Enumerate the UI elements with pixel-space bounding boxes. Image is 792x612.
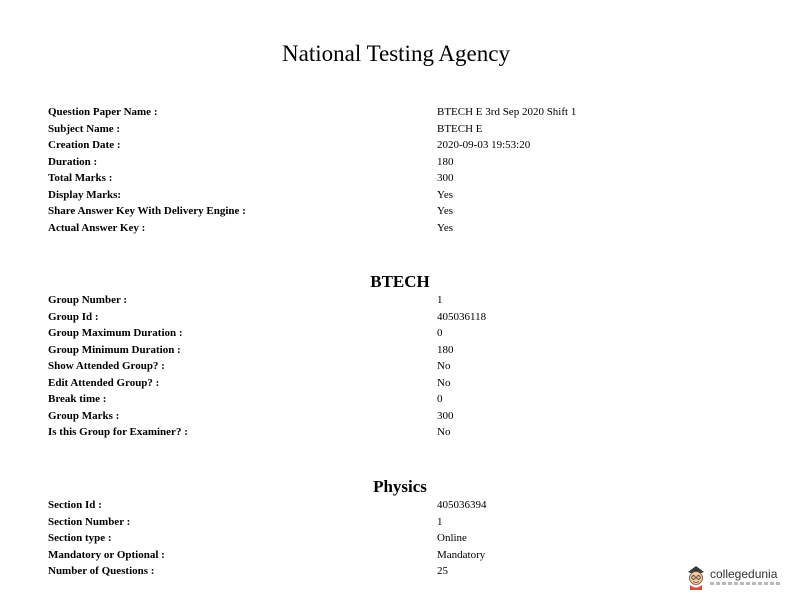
field-value: 0 [437, 393, 443, 405]
field-label: Section Number : [48, 515, 131, 528]
field-label: Section type : [48, 532, 112, 544]
field-value: Yes [437, 188, 454, 201]
field-label: Is this Group for Examiner? : [48, 426, 188, 438]
field-value: BTECH E [437, 122, 483, 135]
field-label: Question Paper Name : [48, 106, 158, 118]
section-info-row [48, 563, 748, 580]
field-label: Group Number : [48, 294, 128, 306]
paper-info-row [48, 170, 748, 187]
field-value: Yes [437, 205, 454, 217]
watermark-tagline [710, 582, 780, 585]
field-value: 25 [437, 565, 448, 577]
watermark-text: collegedunia [710, 567, 778, 581]
group-info-row [48, 325, 748, 342]
field-label: Group Id : [48, 310, 99, 323]
collegedunia-watermark [684, 563, 784, 593]
field-value: Yes [437, 221, 454, 234]
group-info-row [48, 292, 748, 309]
field-label: Subject Name : [48, 122, 121, 135]
mascot-icon [684, 563, 708, 591]
group-info-row [48, 408, 748, 425]
group-info-row [48, 424, 748, 441]
field-value: 300 [437, 409, 454, 422]
paper-info-row [48, 187, 748, 204]
group-info-row [48, 342, 748, 359]
field-value: Mandatory [437, 548, 486, 561]
group-heading: BTECH [370, 272, 430, 291]
group-info-table [48, 292, 748, 441]
field-value: No [437, 360, 451, 372]
field-label: Total Marks : [48, 172, 113, 184]
field-label: Creation Date : [48, 139, 121, 151]
field-value: No [437, 426, 451, 438]
field-value: 405036118 [437, 310, 487, 323]
field-label: Group Maximum Duration : [48, 327, 183, 339]
field-value: 180 [437, 343, 454, 356]
section-info-row [48, 514, 748, 531]
field-label: Actual Answer Key : [48, 221, 146, 234]
field-label: Share Answer Key With Delivery Engine : [48, 205, 246, 217]
page-title: National Testing Agency [282, 41, 510, 66]
field-label: Section Id : [48, 499, 102, 511]
group-info-row [48, 309, 748, 326]
field-label: Edit Attended Group? : [48, 376, 160, 389]
field-value: No [437, 376, 451, 389]
group-info-row [48, 391, 748, 408]
group-info-row [48, 358, 748, 375]
field-label: Group Marks : [48, 409, 120, 422]
section-heading: Physics [373, 477, 427, 496]
field-value: 1 [437, 515, 443, 528]
field-label: Number of Questions : [48, 565, 155, 577]
field-value: 405036394 [437, 499, 487, 511]
field-value: BTECH E 3rd Sep 2020 Shift 1 [437, 106, 577, 118]
paper-info-row [48, 137, 748, 154]
group-info-row [48, 375, 748, 392]
section-info-row [48, 497, 748, 514]
field-label: Duration : [48, 155, 98, 168]
field-value: 1 [437, 294, 443, 306]
section-info-table [48, 497, 748, 580]
field-value: Online [437, 532, 467, 544]
field-label: Group Minimum Duration : [48, 343, 181, 356]
field-value: 0 [437, 327, 443, 339]
paper-info-row [48, 121, 748, 138]
paper-info-row [48, 154, 748, 171]
field-value: 300 [437, 172, 454, 184]
field-label: Display Marks: [48, 188, 122, 201]
paper-info-row [48, 203, 748, 220]
field-label: Break time : [48, 393, 107, 405]
section-info-row [48, 530, 748, 547]
paper-info-row [48, 104, 748, 121]
paper-info-table [48, 104, 748, 236]
paper-info-row [48, 220, 748, 237]
field-value: 2020-09-03 19:53:20 [437, 139, 531, 151]
field-value: 180 [437, 155, 454, 168]
field-label: Mandatory or Optional : [48, 548, 165, 561]
field-label: Show Attended Group? : [48, 360, 165, 372]
section-info-row [48, 547, 748, 564]
